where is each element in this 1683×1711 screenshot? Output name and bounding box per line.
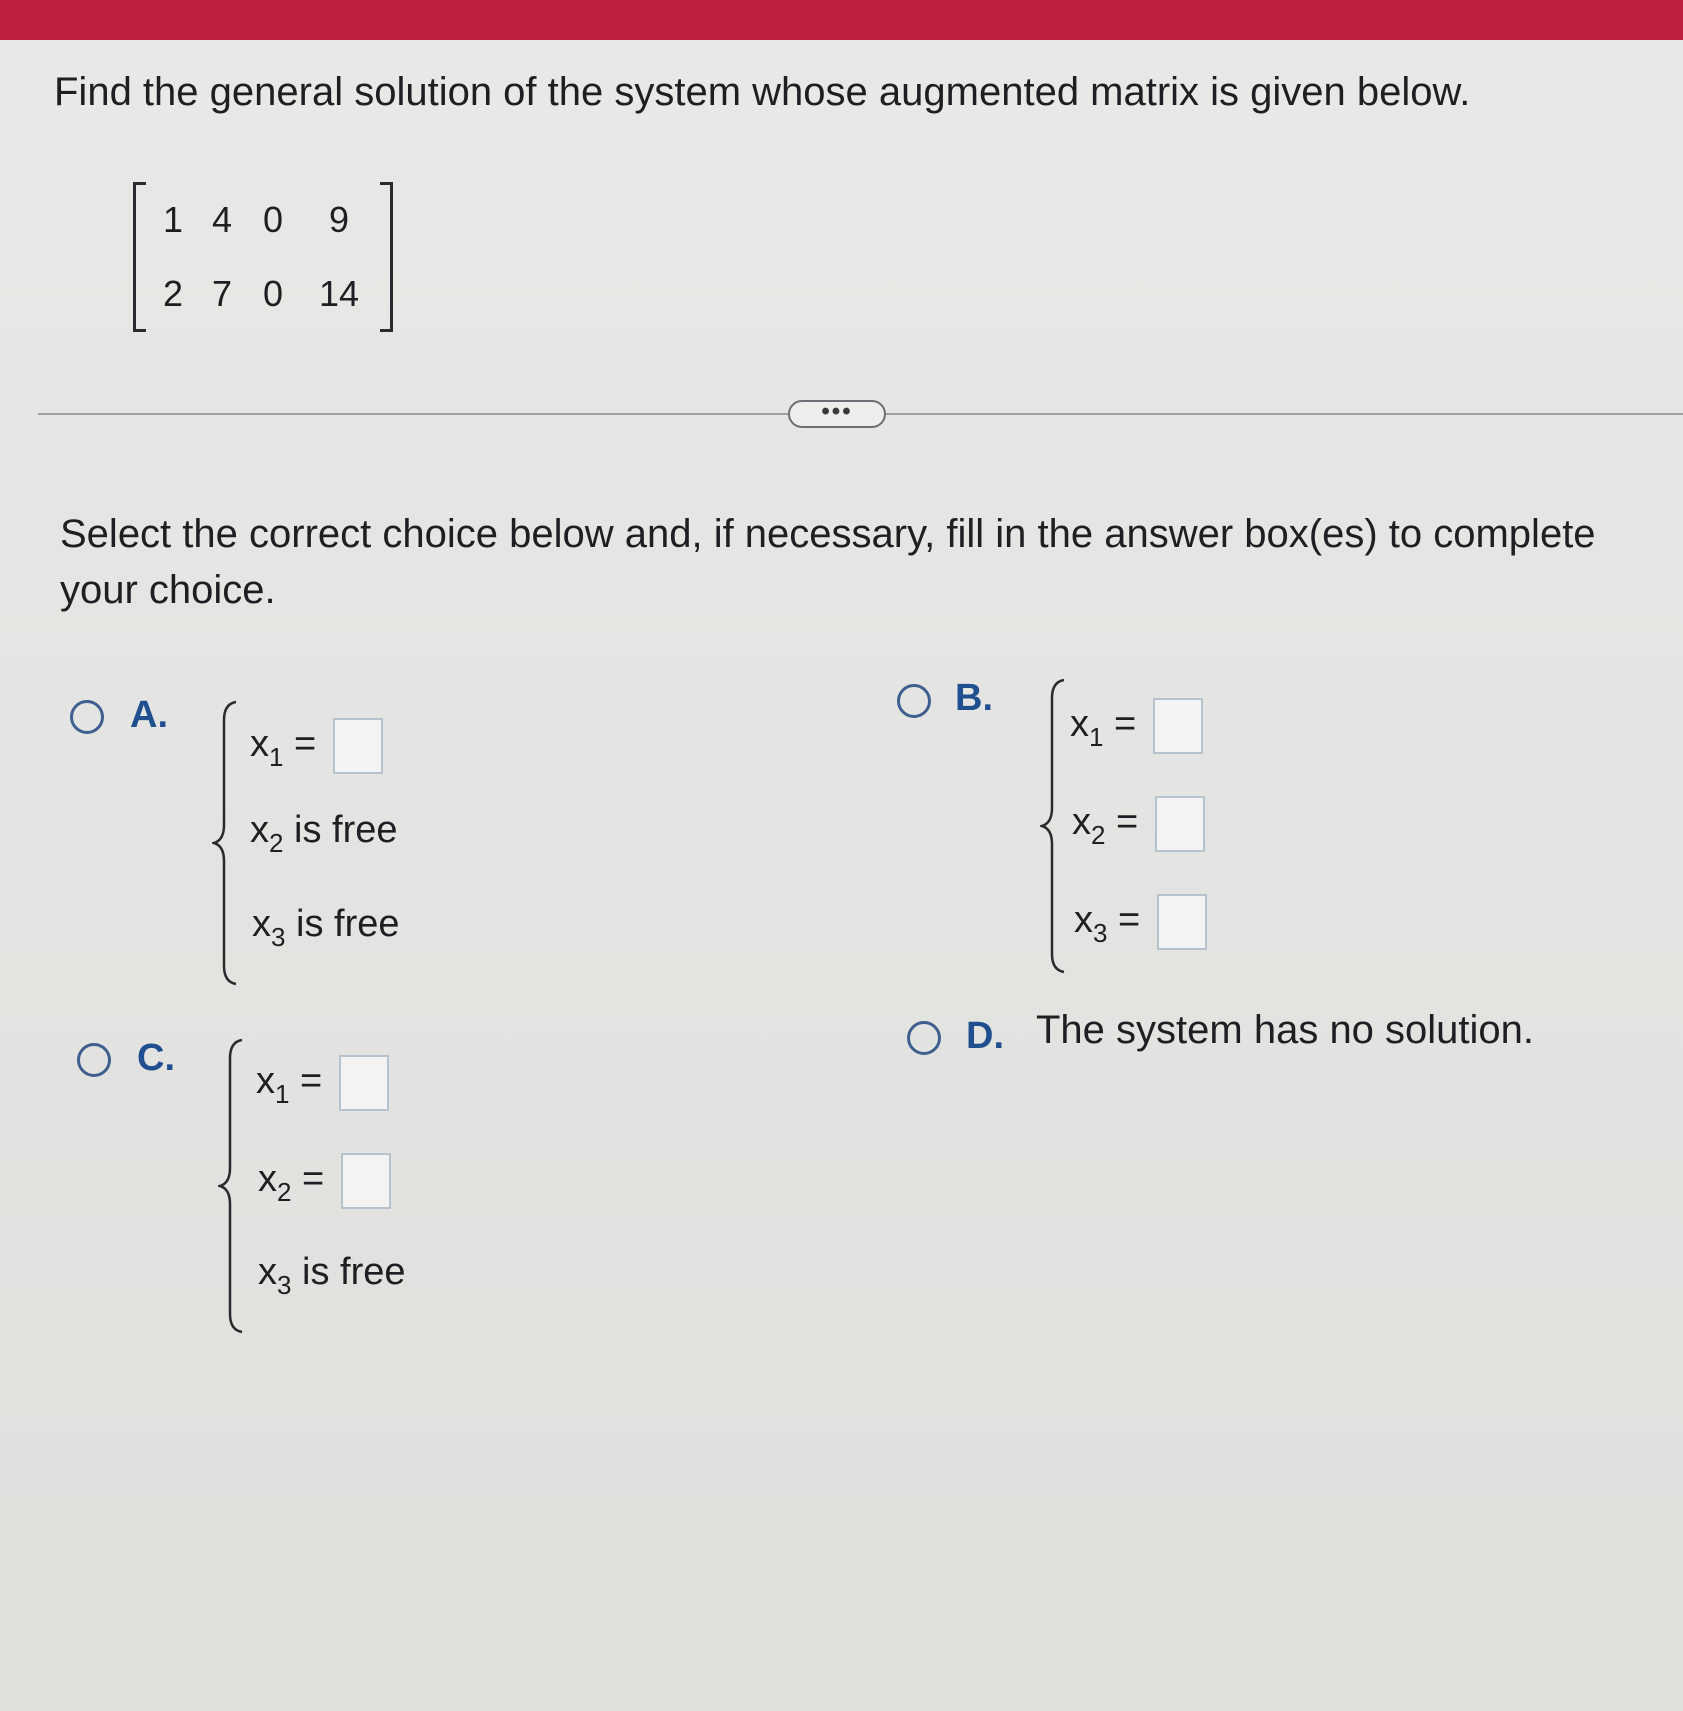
instruction-text: Select the correct choice below and, if necessary, fill in the answer box(es) to complete your choice. [60, 512, 1596, 612]
matrix-cell: 1 [162, 199, 184, 240]
choice-d-label: D. [966, 1015, 1004, 1057]
matrix-cell: 7 [211, 273, 233, 314]
matrix-left-bracket [133, 182, 146, 332]
choice-b-x2-input[interactable] [1155, 796, 1205, 852]
matrix-cell: 2 [162, 273, 184, 314]
choice-b-radio[interactable] [897, 684, 931, 718]
choice-b-line-3: $x_3$ = [1074, 894, 1207, 955]
choice-c-brace [218, 1038, 248, 1334]
top-banner [0, 0, 1683, 40]
matrix-cell: 9 [328, 199, 350, 240]
choice-b-x3-input[interactable] [1157, 894, 1207, 950]
choice-c-line-1: $x_1$ = [256, 1055, 389, 1116]
choice-a-label: A. [130, 694, 168, 736]
augmented-matrix [133, 182, 393, 330]
question-text: Find the general solution of the system whose augmented matrix is given below. [54, 70, 1471, 114]
choice-c-line-3: $x_3$ is free [258, 1251, 406, 1300]
matrix-cell: 14 [319, 273, 360, 314]
choice-c-radio[interactable] [77, 1043, 111, 1077]
more-options-button[interactable]: ••• [788, 400, 886, 428]
matrix-cell: 0 [262, 273, 284, 314]
choice-d-text: The system has no solution. [1036, 1008, 1535, 1052]
choice-c-label: C. [137, 1037, 175, 1079]
choice-c-x1-input[interactable] [339, 1055, 389, 1111]
choice-b-line-1: $x_1$ = [1070, 698, 1203, 759]
choice-a-radio[interactable] [70, 700, 104, 734]
matrix-cell: 4 [211, 199, 233, 240]
choice-c-line-2: $x_2$ = [258, 1153, 391, 1214]
choice-a-line-3: $x_3$ is free [252, 903, 400, 952]
choice-b-brace [1040, 678, 1070, 974]
choice-a-x1-input[interactable] [333, 718, 383, 774]
matrix-right-bracket [380, 182, 393, 332]
choice-d-radio[interactable] [907, 1021, 941, 1055]
choice-c-x2-input[interactable] [341, 1153, 391, 1209]
choice-a-line-2: $x_2$ is free [250, 809, 398, 858]
choice-b-label: B. [955, 677, 993, 719]
choice-a-brace [212, 700, 242, 986]
matrix-cell: 0 [262, 199, 284, 240]
choice-b-x1-input[interactable] [1153, 698, 1203, 754]
choice-a-line-1: $x_1$ = [250, 718, 383, 779]
choice-b-line-2: $x_2$ = [1072, 796, 1205, 857]
